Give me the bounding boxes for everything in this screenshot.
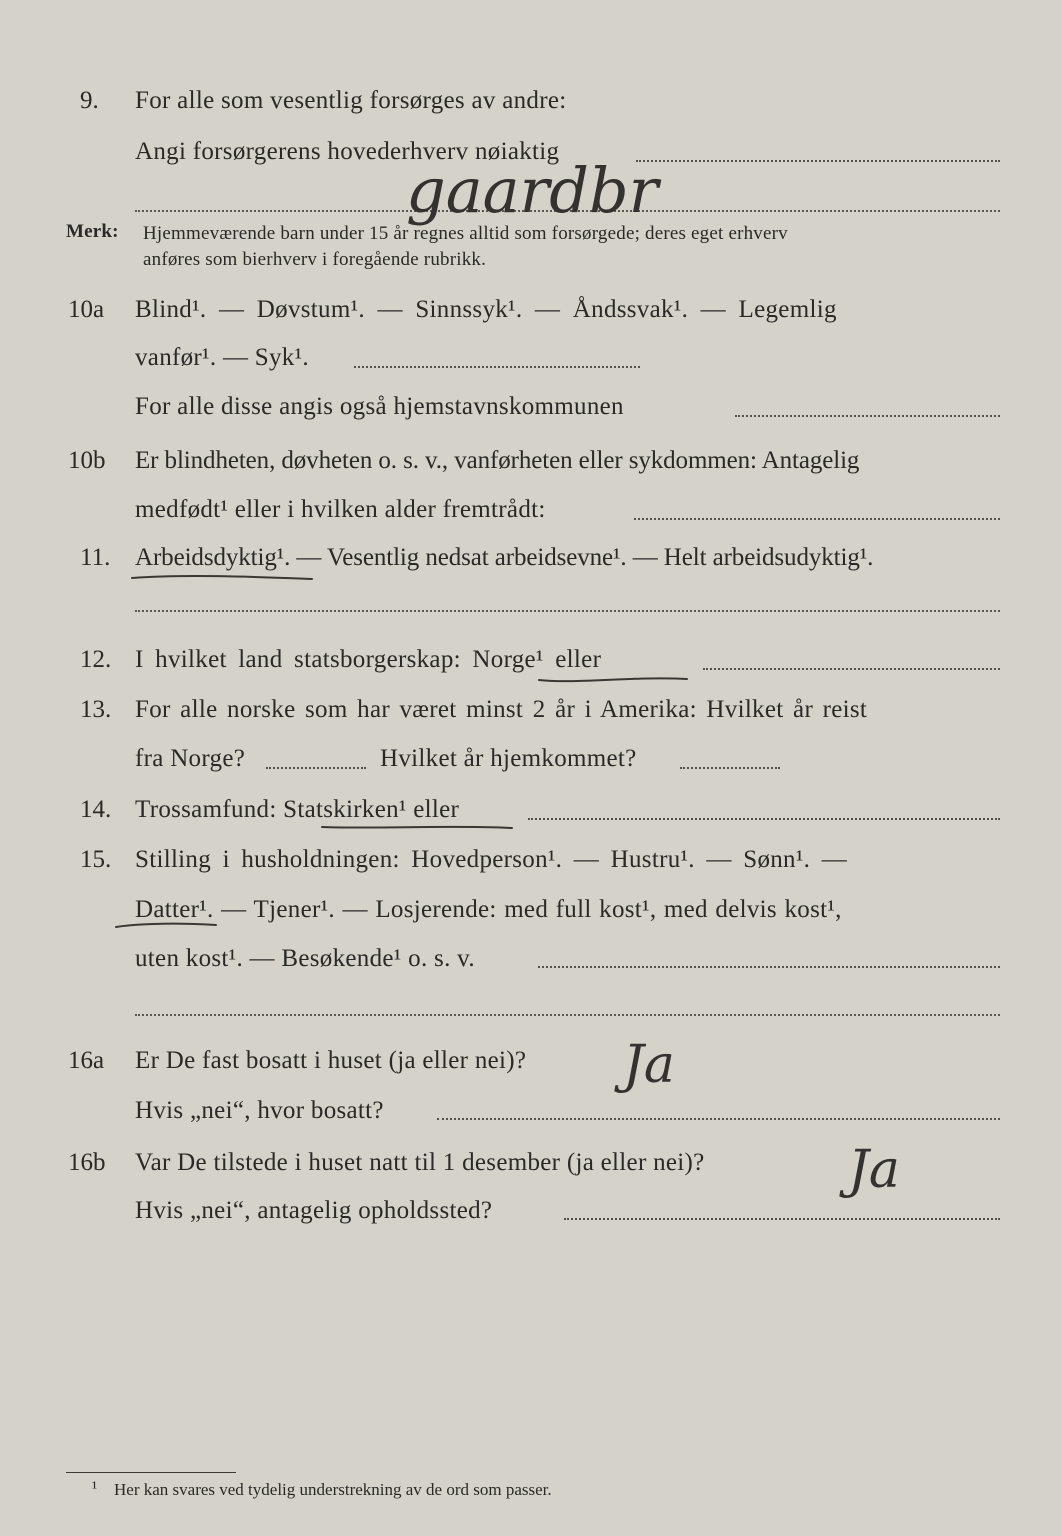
q9-line1: For alle som vesentlig forsørges av andre:: [135, 87, 567, 114]
q11-number: 11.: [80, 544, 111, 571]
q13-left-year-line: [266, 767, 366, 769]
footnote-marker: ¹: [92, 1478, 98, 1497]
q10a-answer-line: [354, 366, 640, 368]
q10a-line1: Blind¹. — Døvstum¹. — Sinnssyk¹. — Åndssvak¹. — Legemlig: [135, 296, 837, 323]
q10b-line1: Er blindheten, døvheten o. s. v., vanførheten eller sykdommen: Antagelig: [135, 447, 860, 474]
q10a-home-municipality-line: [735, 415, 1000, 417]
q13-return-year-line: [680, 767, 780, 769]
q14-answer-line: [528, 818, 1000, 820]
q14-line1: Trossamfund: Statskirken¹ eller: [135, 796, 460, 823]
q11-line1: Arbeidsdyktig¹. — Vesentlig nedsat arbeidsevne¹. — Helt arbeidsudyktig¹.: [135, 544, 874, 571]
q12-underline-mark: [535, 672, 695, 688]
q13-line1: For alle norske som har været minst 2 år i Amerika: Hvilket år reist: [135, 696, 868, 723]
q16a-line2: Hvis „nei“, hvor bosatt?: [135, 1097, 384, 1124]
q10b-number: 10b: [68, 447, 106, 474]
q9-number: 9.: [80, 87, 99, 114]
q15-line1: Stilling i husholdningen: Hovedperson¹. — Hustru¹. — Sønn¹. —: [135, 846, 848, 873]
q11-underline-mark: [128, 570, 318, 584]
q14-number: 14.: [80, 796, 112, 823]
q16b-number: 16b: [68, 1149, 106, 1176]
q16b-handwritten-answer: [840, 1125, 980, 1225]
q12-answer-line: [703, 668, 1000, 670]
q15-number: 15.: [80, 846, 112, 873]
q10a-line2: vanfør¹. — Syk¹.: [135, 344, 309, 371]
q10b-answer-line: [634, 518, 1000, 520]
q16a-number: 16a: [68, 1047, 105, 1074]
q13-number: 13.: [80, 696, 112, 723]
q15-answer-line: [538, 966, 1000, 968]
merk-line1: Hjemmeværende barn under 15 år regnes alltid som forsørgede; deres eget erhverv: [143, 223, 788, 244]
svg-text:gaardbr: gaardbr: [406, 154, 659, 227]
q16b-line2: Hvis „nei“, antagelig opholdssted?: [135, 1197, 493, 1224]
footnote-rule: [66, 1472, 236, 1473]
q12-number: 12.: [80, 646, 112, 673]
q13-line2: fra Norge?: [135, 745, 246, 772]
q13-line2b: Hvilket år hjemkommet?: [380, 745, 637, 772]
q16a-handwritten-answer: [615, 1020, 755, 1120]
merk-line2: anføres som bierhverv i foregående rubrikk.: [143, 249, 487, 270]
q12-line1: I hvilket land statsborgerskap: Norge¹ eller: [135, 646, 602, 673]
svg-text:Ja: Ja: [848, 1140, 900, 1200]
footnote-text: Her kan svares ved tydelig understrekning av de ord som passer.: [114, 1480, 552, 1499]
q16a-line1: Er De fast bosatt i huset (ja eller nei)?: [135, 1047, 527, 1074]
q11-answer-line: [135, 610, 1000, 612]
q15-line2: Datter¹. — Tjener¹. — Losjerende: med full kost¹, med delvis kost¹,: [135, 896, 842, 923]
q10b-line2: medfødt¹ eller i hvilken alder fremtrådt:: [135, 496, 546, 523]
q15-underline-mark: [112, 917, 222, 933]
q16b-line1: Var De tilstede i huset natt til 1 desember (ja eller nei)?: [135, 1149, 705, 1176]
merk-label: Merk:: [66, 221, 119, 242]
q9-line2: Angi forsørgerens hovederhverv nøiaktig: [135, 138, 560, 165]
q10a-number: 10a: [68, 296, 105, 323]
q16b-answer-line: [564, 1218, 1000, 1220]
q15-line3: uten kost¹. — Besøkende¹ o. s. v.: [135, 945, 475, 972]
q15-answer-line-2: [135, 1014, 1000, 1016]
q16a-answer-line: [437, 1118, 1000, 1120]
q14-underline-mark: [318, 820, 518, 834]
svg-text:Ja: Ja: [623, 1035, 675, 1095]
q10a-line3: For alle disse angis også hjemstavnskommunen: [135, 393, 624, 420]
